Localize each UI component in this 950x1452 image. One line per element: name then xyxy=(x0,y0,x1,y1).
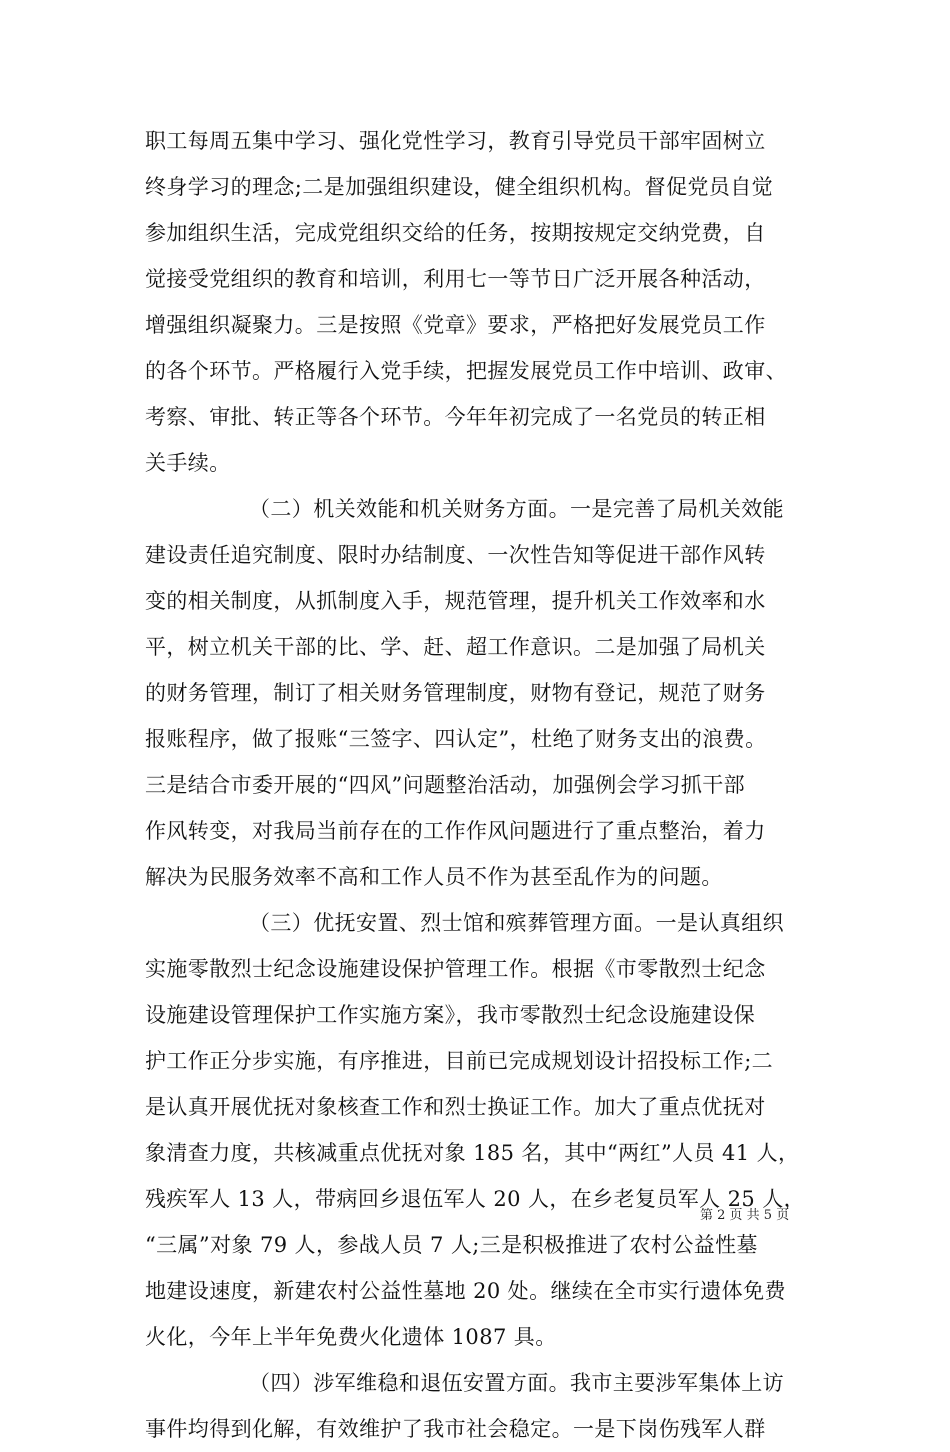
section-heading-line: （四）涉军维稳和退伍安置方面。我市主要涉军集体上访 xyxy=(249,1371,784,1395)
text-line: 实施零散烈士纪念设施建设保护管理工作。根据《市零散烈士纪念 xyxy=(145,957,766,981)
text-line: 参加组织生活，完成党组织交给的任务，按期按规定交纳党费，自 xyxy=(145,221,766,245)
text-line: 火化，今年上半年免费火化遗体 1087 具。 xyxy=(145,1325,557,1349)
text-line: 变的相关制度，从抓制度入手，规范管理，提升机关工作效率和水 xyxy=(145,589,766,613)
text-line: 设施建设管理保护工作实施方案》，我市零散烈士纪念设施建设保 xyxy=(145,1003,756,1027)
text-line: 的财务管理，制订了相关财务管理制度，财物有登记，规范了财务 xyxy=(145,681,766,705)
text-line: 三是结合市委开展的“四风”问题整治活动，加强例会学习抓干部 xyxy=(145,773,746,797)
text-line: 护工作正分步实施，有序推进，目前已完成规划设计招投标工作;二 xyxy=(145,1049,774,1073)
text-line: 象清查力度，共核减重点优抚对象 185 名，其中“两红”人员 41 人， xyxy=(145,1141,800,1165)
text-line: 的各个环节。严格履行入党手续，把握发展党员工作中培训、政审、 xyxy=(145,359,787,383)
page-number-footer: 第 2 页 共 5 页 xyxy=(700,1208,790,1223)
text-line: 建设责任追究制度、限时办结制度、一次性告知等促进干部作风转 xyxy=(145,543,766,567)
text-line: 是认真开展优抚对象核查工作和烈士换证工作。加大了重点优抚对 xyxy=(145,1095,766,1119)
text-line: 终身学习的理念;二是加强组织建设，健全组织机构。督促党员自觉 xyxy=(145,175,774,199)
text-line: 报账程序，做了报账“三签字、四认定”，杜绝了财务支出的浪费。 xyxy=(145,727,767,751)
text-line: 关手续。 xyxy=(145,451,231,475)
section-heading-line: （三）优抚安置、烈士馆和殡葬管理方面。一是认真组织 xyxy=(249,911,784,935)
text-line: 考察、审批、转正等各个环节。今年年初完成了一名党员的转正相 xyxy=(145,405,766,429)
text-line: 解决为民服务效率不高和工作人员不作为甚至乱作为的问题。 xyxy=(145,865,723,889)
text-line: 增强组织凝聚力。三是按照《党章》要求，严格把好发展党员工作 xyxy=(145,313,766,337)
text-line: 地建设速度，新建农村公益性墓地 20 处。继续在全市实行遗体免费 xyxy=(145,1279,786,1303)
text-line: 残疾军人 13 人，带病回乡退伍军人 20 人，在乡老复员军人 25 人， xyxy=(145,1187,806,1211)
text-line: 觉接受党组织的教育和培训，利用七一等节日广泛开展各种活动， xyxy=(145,267,766,291)
section-heading-line: （二）机关效能和机关财务方面。一是完善了局机关效能 xyxy=(249,497,784,521)
document-body xyxy=(145,118,825,1452)
text-line: 事件均得到化解，有效维护了我市社会稳定。一是下岗伤残军人群 xyxy=(145,1417,766,1441)
text-line: 作风转变，对我局当前存在的工作作风问题进行了重点整治，着力 xyxy=(145,819,766,843)
text-line: 平，树立机关干部的比、学、赶、超工作意识。二是加强了局机关 xyxy=(145,635,766,659)
text-line: “三属”对象 79 人，参战人员 7 人;三是积极推进了农村公益性墓 xyxy=(145,1233,758,1257)
text-line: 职工每周五集中学习、强化党性学习，教育引导党员干部牢固树立 xyxy=(145,129,766,153)
